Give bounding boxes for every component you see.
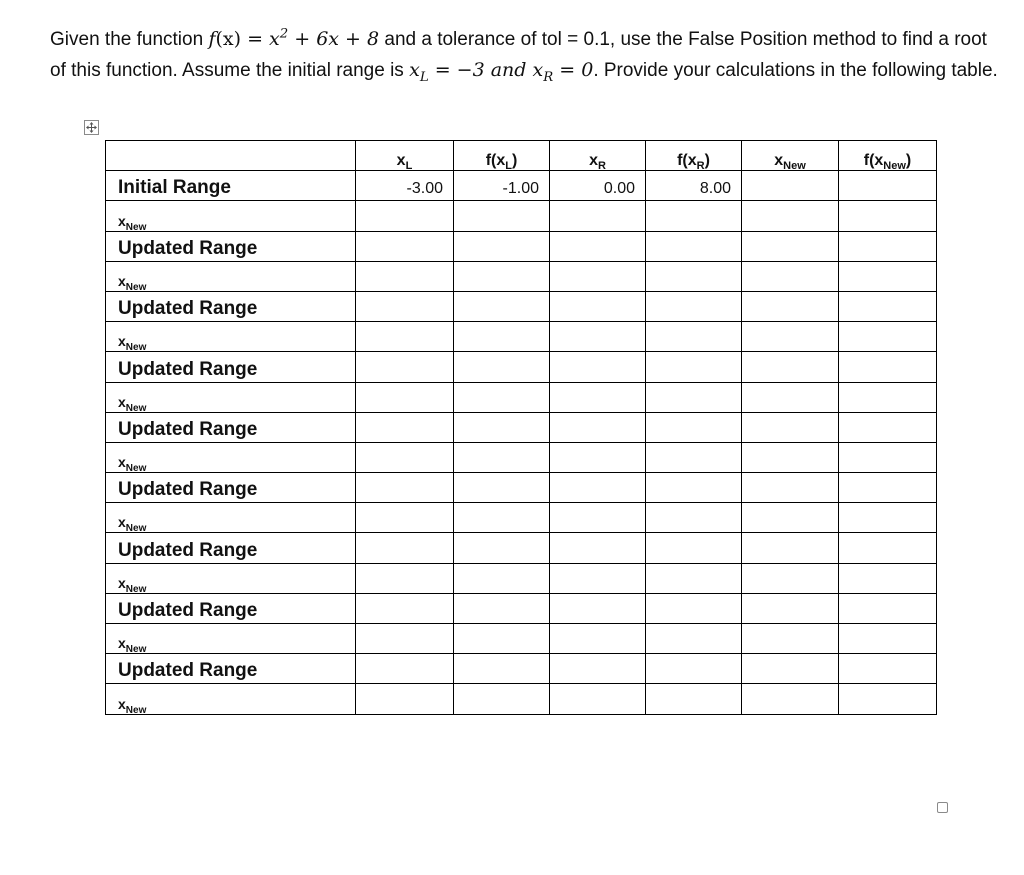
table-cell[interactable] bbox=[550, 593, 646, 623]
table-cell[interactable] bbox=[454, 231, 550, 261]
table-cell[interactable] bbox=[839, 593, 937, 623]
table-cell[interactable] bbox=[742, 442, 839, 472]
table-cell[interactable] bbox=[550, 503, 646, 533]
updated-range-row bbox=[106, 533, 937, 563]
xl-expression: $x_L = -3$ and bbox=[409, 59, 533, 85]
table-cell[interactable] bbox=[646, 624, 742, 654]
column-header-2: $x_R$ bbox=[550, 141, 646, 171]
table-cell[interactable] bbox=[646, 442, 742, 472]
xnew-label: $x_{New}$ bbox=[106, 684, 356, 714]
table-cell[interactable] bbox=[742, 231, 839, 261]
table-cell[interactable] bbox=[356, 654, 454, 684]
table-cell[interactable] bbox=[356, 201, 454, 231]
xnew-label: $x_{New}$ bbox=[106, 201, 356, 231]
xnew-label: $x_{New}$ bbox=[106, 442, 356, 472]
xnew-row bbox=[106, 442, 937, 472]
table-cell[interactable] bbox=[646, 412, 742, 442]
table-cell[interactable] bbox=[742, 291, 839, 321]
move-arrows-icon[interactable] bbox=[84, 120, 99, 135]
table-cell[interactable] bbox=[550, 442, 646, 472]
table-cell[interactable] bbox=[839, 171, 937, 201]
table-cell[interactable] bbox=[356, 322, 454, 352]
table-cell[interactable] bbox=[550, 261, 646, 291]
updated-range-row bbox=[106, 593, 937, 623]
table-cell[interactable] bbox=[839, 291, 937, 321]
column-header-1: $f(x_L)$ bbox=[454, 141, 550, 171]
table-cell[interactable] bbox=[356, 382, 454, 412]
table-cell[interactable] bbox=[742, 503, 839, 533]
table-cell[interactable] bbox=[356, 563, 454, 593]
xnew-row bbox=[106, 503, 937, 533]
table-cell[interactable] bbox=[454, 503, 550, 533]
table-cell[interactable] bbox=[550, 322, 646, 352]
table-cell[interactable] bbox=[454, 563, 550, 593]
table-cell[interactable] bbox=[839, 261, 937, 291]
xr-expression: $x_R = 0$ bbox=[532, 59, 594, 85]
table-cell[interactable] bbox=[742, 624, 839, 654]
table-cell[interactable] bbox=[839, 412, 937, 442]
table-cell[interactable] bbox=[454, 291, 550, 321]
initial-range-row bbox=[106, 171, 937, 201]
table-cell[interactable] bbox=[646, 473, 742, 503]
initial-range-label: Initial Range bbox=[106, 171, 356, 201]
xnew-label: $x_{New}$ bbox=[106, 322, 356, 352]
table-cell[interactable] bbox=[454, 412, 550, 442]
table-cell[interactable] bbox=[839, 624, 937, 654]
updated-range-row bbox=[106, 654, 937, 684]
table-cell[interactable] bbox=[646, 322, 742, 352]
table-cell[interactable] bbox=[454, 654, 550, 684]
resize-handle-icon[interactable] bbox=[937, 802, 948, 813]
table-cell[interactable] bbox=[742, 201, 839, 231]
problem-statement bbox=[50, 24, 1000, 86]
xnew-label: $x_{New}$ bbox=[106, 261, 356, 291]
table-cell[interactable] bbox=[839, 684, 937, 714]
table-cell[interactable] bbox=[839, 231, 937, 261]
table-cell[interactable] bbox=[839, 201, 937, 231]
table-cell[interactable] bbox=[454, 201, 550, 231]
table-cell[interactable] bbox=[454, 261, 550, 291]
table-cell[interactable] bbox=[550, 291, 646, 321]
table-cell[interactable] bbox=[356, 624, 454, 654]
table-cell[interactable] bbox=[646, 533, 742, 563]
column-header-3: $f(x_R)$ bbox=[646, 141, 742, 171]
table-cell[interactable]: 0.00 bbox=[550, 171, 646, 201]
updated-range-row bbox=[106, 352, 937, 382]
table-cell[interactable] bbox=[646, 261, 742, 291]
function-expression: $f(x) = x^2 + 6x + 8$ bbox=[208, 26, 380, 50]
table-cell[interactable] bbox=[550, 624, 646, 654]
prompt-text-2: and a tolerance of tol = 0.1, use the False Position method to find a root of this function. Assume the initial range is bbox=[50, 29, 987, 81]
table-cell[interactable] bbox=[742, 171, 839, 201]
table-cell[interactable] bbox=[550, 654, 646, 684]
column-header-5: $f(x_{New})$ bbox=[839, 141, 937, 171]
table-cell[interactable] bbox=[356, 261, 454, 291]
table-cell[interactable] bbox=[550, 684, 646, 714]
table-cell[interactable] bbox=[839, 563, 937, 593]
table-cell[interactable] bbox=[356, 291, 454, 321]
xnew-row bbox=[106, 201, 937, 231]
table-cell[interactable] bbox=[454, 533, 550, 563]
table-cell[interactable] bbox=[454, 684, 550, 714]
header-blank-cell bbox=[106, 141, 356, 171]
table-cell[interactable] bbox=[454, 473, 550, 503]
table-cell[interactable] bbox=[550, 412, 646, 442]
table-cell[interactable]: 8.00 bbox=[646, 171, 742, 201]
table-cell[interactable] bbox=[646, 503, 742, 533]
table-cell[interactable] bbox=[356, 352, 454, 382]
table-cell[interactable] bbox=[454, 322, 550, 352]
xnew-label: $x_{New}$ bbox=[106, 563, 356, 593]
table-cell[interactable] bbox=[839, 442, 937, 472]
table-cell[interactable] bbox=[742, 533, 839, 563]
xnew-row bbox=[106, 684, 937, 714]
table-cell[interactable] bbox=[550, 473, 646, 503]
updated-range-row bbox=[106, 291, 937, 321]
table-cell[interactable] bbox=[550, 382, 646, 412]
table-cell[interactable] bbox=[356, 442, 454, 472]
table-cell[interactable] bbox=[839, 382, 937, 412]
table-cell[interactable]: -1.00 bbox=[454, 171, 550, 201]
table-cell[interactable] bbox=[550, 563, 646, 593]
xnew-label: $x_{New}$ bbox=[106, 503, 356, 533]
table-cell[interactable] bbox=[839, 533, 937, 563]
table-cell[interactable] bbox=[550, 231, 646, 261]
table-cell[interactable] bbox=[454, 593, 550, 623]
xnew-row bbox=[106, 624, 937, 654]
table-cell[interactable] bbox=[646, 593, 742, 623]
table-cell[interactable] bbox=[742, 261, 839, 291]
table-cell[interactable] bbox=[356, 533, 454, 563]
xnew-row bbox=[106, 382, 937, 412]
table-cell[interactable] bbox=[839, 654, 937, 684]
table-cell[interactable] bbox=[742, 654, 839, 684]
updated-range-row bbox=[106, 231, 937, 261]
table-cell[interactable] bbox=[356, 231, 454, 261]
updated-range-label: Updated Range bbox=[106, 412, 356, 442]
table-cell[interactable] bbox=[839, 473, 937, 503]
table-cell[interactable] bbox=[646, 563, 742, 593]
table-cell[interactable] bbox=[356, 412, 454, 442]
prompt-text-3: . Provide your calculations in the following table. bbox=[593, 60, 998, 81]
prompt-text-1: Given the function bbox=[50, 29, 209, 50]
table-cell[interactable] bbox=[742, 684, 839, 714]
xnew-label: $x_{New}$ bbox=[106, 624, 356, 654]
table-cell[interactable] bbox=[839, 322, 937, 352]
table-cell[interactable] bbox=[356, 684, 454, 714]
table-cell[interactable] bbox=[454, 442, 550, 472]
table-cell[interactable] bbox=[356, 473, 454, 503]
table-cell[interactable] bbox=[646, 684, 742, 714]
updated-range-label: Updated Range bbox=[106, 291, 356, 321]
updated-range-label: Updated Range bbox=[106, 533, 356, 563]
table-cell[interactable] bbox=[646, 231, 742, 261]
updated-range-label: Updated Range bbox=[106, 231, 356, 261]
xnew-row bbox=[106, 261, 937, 291]
updated-range-label: Updated Range bbox=[106, 352, 356, 382]
table-cell[interactable] bbox=[550, 201, 646, 231]
xnew-row bbox=[106, 563, 937, 593]
table-cell[interactable] bbox=[839, 503, 937, 533]
updated-range-row bbox=[106, 412, 937, 442]
table-cell[interactable] bbox=[646, 382, 742, 412]
table-cell[interactable] bbox=[550, 533, 646, 563]
table-cell[interactable] bbox=[742, 412, 839, 442]
table-cell[interactable]: -3.00 bbox=[356, 171, 454, 201]
updated-range-label: Updated Range bbox=[106, 473, 356, 503]
table-cell[interactable] bbox=[356, 503, 454, 533]
table-cell[interactable] bbox=[839, 352, 937, 382]
table-cell[interactable] bbox=[742, 593, 839, 623]
table-cell[interactable] bbox=[646, 201, 742, 231]
header-row bbox=[106, 141, 937, 171]
table-cell[interactable] bbox=[742, 382, 839, 412]
table-cell[interactable] bbox=[550, 352, 646, 382]
column-header-0: $x_L$ bbox=[356, 141, 454, 171]
table-cell[interactable] bbox=[454, 382, 550, 412]
table-cell[interactable] bbox=[742, 473, 839, 503]
table-cell[interactable] bbox=[742, 563, 839, 593]
table-cell[interactable] bbox=[454, 624, 550, 654]
table-cell[interactable] bbox=[646, 352, 742, 382]
false-position-table bbox=[105, 140, 937, 715]
updated-range-label: Updated Range bbox=[106, 593, 356, 623]
updated-range-row bbox=[106, 473, 937, 503]
updated-range-label: Updated Range bbox=[106, 654, 356, 684]
table-cell[interactable] bbox=[356, 593, 454, 623]
table-cell[interactable] bbox=[646, 654, 742, 684]
xnew-row bbox=[106, 322, 937, 352]
column-header-4: $x_{New}$ bbox=[742, 141, 839, 171]
table-cell[interactable] bbox=[742, 352, 839, 382]
table-cell[interactable] bbox=[454, 352, 550, 382]
table-cell[interactable] bbox=[646, 291, 742, 321]
xnew-label: $x_{New}$ bbox=[106, 382, 356, 412]
table-cell[interactable] bbox=[742, 322, 839, 352]
